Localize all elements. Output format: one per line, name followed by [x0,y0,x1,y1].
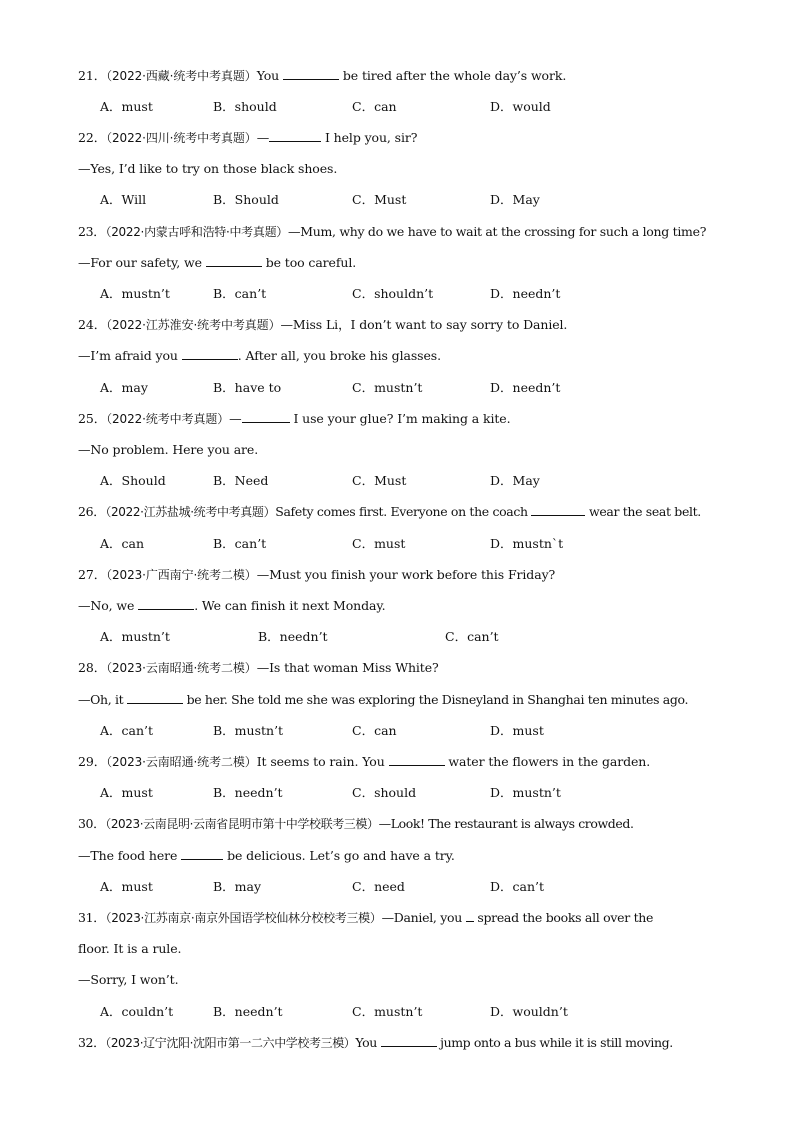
question-28-stem: 28．（2023·云南昭通·统考二模）—Is that woman Miss White? [78,660,439,675]
answer-blank[interactable] [182,348,238,360]
question-29-options [100,785,764,801]
answer-blank[interactable] [138,598,194,610]
option-b[interactable]: B．Need [213,473,269,488]
answer-blank[interactable] [283,68,339,80]
option-b[interactable]: B．have to [213,380,282,395]
question-23-line2: —For our safety, we be too careful. [78,255,357,270]
question-22-stem: 22．（2022·四川·统考中考真题）— I help you, sir? [78,130,418,145]
question-31-options [100,1004,764,1020]
option-c[interactable]: C．Must [352,473,407,488]
option-d[interactable]: D．can’t [490,879,545,894]
option-a[interactable]: A．couldn’t [100,1004,174,1019]
option-d[interactable]: D．May [490,473,540,488]
option-a[interactable]: A．may [100,380,148,395]
question-31-line3: —Sorry, I won’t. [78,972,179,987]
option-a[interactable]: A．Should [100,473,166,488]
question-25-stem: 25．（2022·统考中考真题）— I use your glue? I’m making a kite. [78,411,511,426]
option-a[interactable]: A．must [100,99,153,114]
question-22-options [100,192,764,208]
question-21-stem: 21．（2022·西藏·统考中考真题）You be tired after the whole day’s work. [78,68,567,83]
option-b[interactable]: B．needn’t [258,629,328,644]
option-a[interactable]: A．Will [100,192,147,207]
option-a[interactable]: A．can [100,536,145,551]
question-27-line2: —No, we . We can finish it next Monday. [78,598,386,613]
question-24-options [100,380,764,396]
question-30-line2: —The food here be delicious. Let’s go and have a try. [78,848,455,863]
answer-blank[interactable] [242,411,290,423]
question-23-options [100,286,764,302]
option-c[interactable]: C．need [352,879,405,894]
option-d[interactable]: D．must [490,723,544,738]
answer-blank[interactable] [531,504,585,516]
option-d[interactable]: D．would [490,99,551,114]
question-32-stem: 32．（2023·辽宁沈阳·沈阳市第一二六中学校考三模）You jump onto a bus while it is still moving. [78,1035,673,1050]
option-d[interactable]: D．needn’t [490,380,561,395]
answer-blank[interactable] [181,848,223,860]
question-25-options [100,473,764,489]
option-c[interactable]: C．Must [352,192,407,207]
answer-blank[interactable] [381,1035,437,1047]
question-26-options [100,536,764,552]
option-c[interactable]: C．mustn’t [352,380,423,395]
answer-blank[interactable] [466,910,474,922]
question-27-options [100,629,764,645]
answer-blank[interactable] [127,692,183,704]
question-28-line2: —Oh, it be her. She told me she was exploring the Disneyland in Shanghai ten minutes ago. [78,692,689,707]
question-26-stem: 26．（2022·江苏盐城·统考中考真题）Safety comes first. Everyone on the coach wear the seat belt. [78,504,701,519]
question-21-options [100,99,764,115]
option-b[interactable]: B．needn’t [213,785,283,800]
option-b[interactable]: B．can’t [213,536,267,551]
option-b[interactable]: B．should [213,99,277,114]
option-b[interactable]: B．mustn’t [213,723,284,738]
option-c[interactable]: C．shouldn’t [352,286,434,301]
option-c[interactable]: C．can [352,99,397,114]
answer-blank[interactable] [206,255,262,267]
question-31-stem: 31．（2023·江苏南京·南京外国语学校仙林分校校考三模）—Daniel, you spread the books all over the [78,910,654,925]
question-22-line2: —Yes, I’d like to try on those black shoes. [78,161,338,176]
option-c[interactable]: C．can’t [445,629,499,644]
option-a[interactable]: A．must [100,879,153,894]
question-27-stem: 27．（2023·广西南宁·统考二模）—Must you finish your work before this Friday? [78,567,556,582]
option-a[interactable]: A．mustn’t [100,286,170,301]
question-29-stem: 29．（2023·云南昭通·统考二模）It seems to rain. You water the flowers in the garden. [78,754,651,769]
option-d[interactable]: D．mustn`t [490,536,564,551]
option-b[interactable]: B．can’t [213,286,267,301]
answer-blank[interactable] [269,130,321,142]
question-30-options [100,879,764,895]
option-c[interactable]: C．can [352,723,397,738]
option-d[interactable]: D．May [490,192,540,207]
option-c[interactable]: C．must [352,536,406,551]
question-24-stem: 24．（2022·江苏淮安·统考中考真题）—Miss Li，I don’t want to say sorry to Daniel. [78,317,568,332]
option-d[interactable]: D．mustn’t [490,785,561,800]
option-d[interactable]: D．wouldn’t [490,1004,568,1019]
question-31-line2: floor. It is a rule. [78,941,182,956]
question-28-options [100,723,764,739]
option-c[interactable]: C．should [352,785,417,800]
option-b[interactable]: B．needn’t [213,1004,283,1019]
option-a[interactable]: A．must [100,785,153,800]
option-a[interactable]: A．mustn’t [100,629,170,644]
answer-blank[interactable] [389,754,445,766]
option-a[interactable]: A．can’t [100,723,154,738]
option-c[interactable]: C．mustn’t [352,1004,423,1019]
question-24-line2: —I’m afraid you . After all, you broke his glasses. [78,348,441,363]
option-d[interactable]: D．needn’t [490,286,561,301]
option-b[interactable]: B．may [213,879,262,894]
option-b[interactable]: B．Should [213,192,279,207]
question-25-line2: —No problem. Here you are. [78,442,259,457]
question-30-stem: 30．（2023·云南昆明·云南省昆明市第十中学校联考三模）—Look! The restaurant is always crowded. [78,816,634,831]
question-23-stem: 23．（2022·内蒙古呼和浩特·中考真题）—Mum, why do we have to wait at the crossing for such a long time? [78,224,707,239]
